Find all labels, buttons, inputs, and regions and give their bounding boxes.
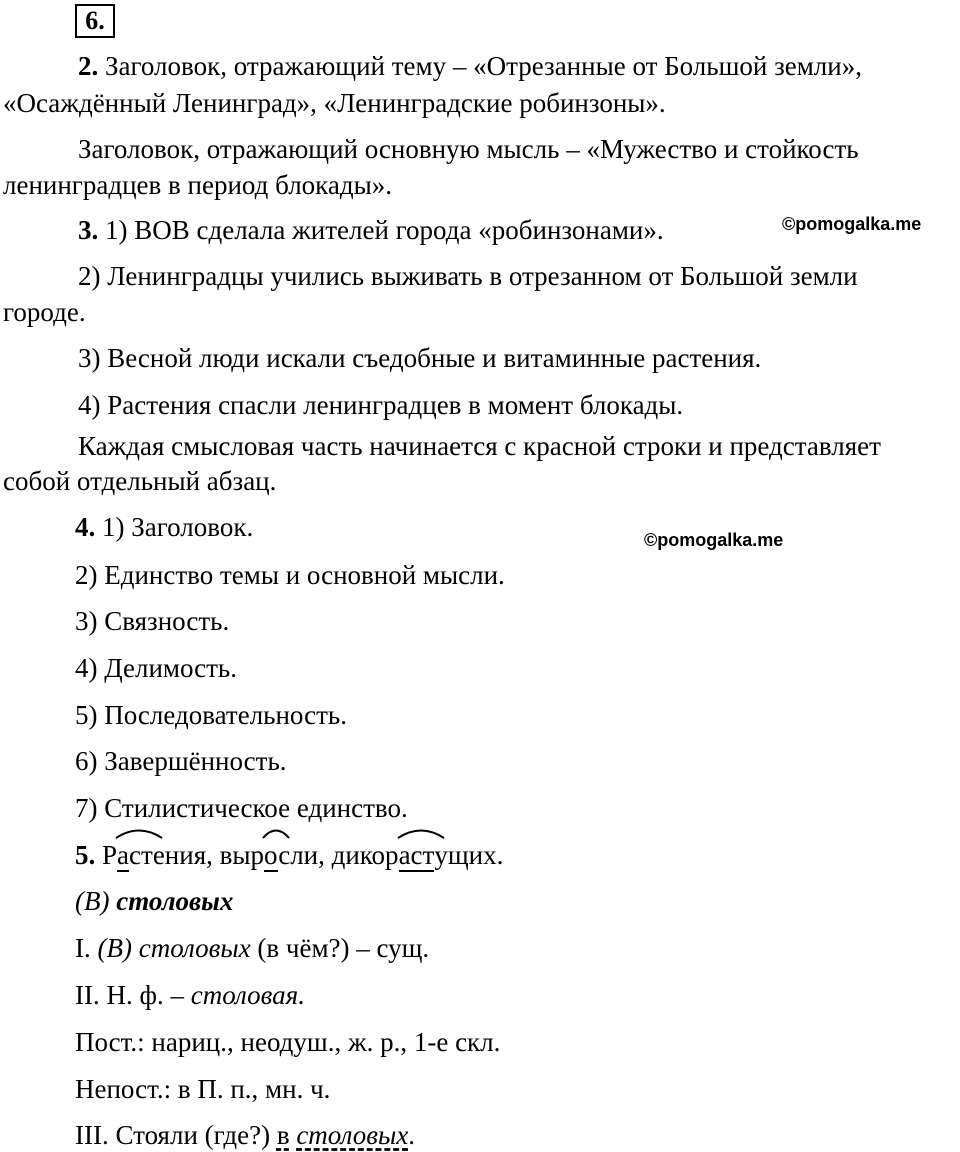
parse-nonconst: Непост.: в П. п., мн. ч. [75, 1074, 331, 1104]
parse-II-prefix: II. Н. ф. – [75, 980, 191, 1010]
task4-item: 3) Связность. [75, 606, 230, 636]
task5-words-line [75, 839, 503, 871]
word-space [95, 840, 102, 870]
word-part: ст [410, 840, 435, 870]
root-arc-icon [114, 825, 164, 839]
root-mark [117, 839, 153, 871]
parse-III [75, 1119, 415, 1151]
task2-para2-line1: Заголовок, отражающий основную мысль – «Мужество и стойкость [78, 134, 859, 164]
word-dikorastushchih [332, 840, 504, 870]
task2-para2-line2: ленинградцев в период блокады». [3, 170, 392, 200]
parse-I-prefix: I. [75, 933, 98, 963]
root-mark [264, 839, 290, 871]
task4-item: 6) Завершённость. [75, 746, 287, 776]
parse-III-preposition: в [276, 1120, 290, 1150]
task4-item1 [75, 511, 253, 543]
root-mark [399, 839, 435, 871]
parse-III-prefix: III. Стояли (где?) [75, 1120, 277, 1150]
parse-III-word: столовых [296, 1120, 409, 1150]
task2-line2: «Осаждённый Ленинград», «Ленинградские робинзоны». [3, 88, 666, 118]
alternating-vowel: а [398, 840, 411, 870]
task2-line1-text: Заголовок, отражающий тему – «Отрезанные от Большой земли», [98, 51, 862, 81]
word-part: ущих. [434, 840, 504, 870]
alternating-vowel: о [264, 840, 279, 870]
root-arc-icon [261, 825, 291, 839]
word-rastenia [102, 840, 220, 870]
task3-item4: 4) Растения спасли ленинградцев в момент блокады. [78, 390, 684, 420]
task3-note-line2: собой отдельный абзац. [3, 466, 277, 496]
parse-I-rest: (в чём?) – сущ. [250, 933, 430, 963]
word-part: выр [219, 840, 265, 870]
word-part: Р [102, 840, 118, 870]
parse-heading-prefix: (В) [75, 886, 117, 916]
task4-item1-text: 1) Заголовок. [95, 512, 254, 542]
alternating-vowel: а [117, 840, 130, 870]
parse-heading-word: столовых [116, 886, 234, 916]
word-part: ст [129, 840, 153, 870]
task3-item1 [78, 214, 664, 246]
root-arc-icon [396, 825, 446, 839]
word-part: дикор [331, 840, 399, 870]
task4-number: 4. [75, 512, 96, 542]
parse-I [75, 932, 429, 964]
task4-item: 4) Делимость. [75, 653, 237, 683]
word-part: ли, [290, 840, 332, 870]
watermark: ©pomogalka.me [644, 530, 784, 550]
task4-item: 5) Последовательность. [75, 700, 347, 730]
word-part: с [278, 840, 291, 870]
word-part: ения, [152, 840, 220, 870]
parse-II [75, 979, 305, 1011]
task3-number: 3. [78, 215, 99, 245]
task5-number: 5. [75, 840, 96, 870]
parse-III-end: . [408, 1120, 415, 1150]
task3-item2-line2: городе. [3, 297, 86, 327]
parse-II-italic: столовая. [190, 980, 305, 1010]
task3-item3: 3) Весной люди искали съедобные и витаминные растения. [78, 343, 762, 373]
task3-item1-text: 1) ВОВ сделала жителей города «робинзонами». [98, 215, 664, 245]
parse-heading [75, 885, 233, 917]
task2-number: 2. [78, 51, 99, 81]
task3-item2-line1: 2) Ленинградцы учились выживать в отрезанном от Большой земли [78, 261, 858, 291]
exercise-number: 6. [75, 4, 115, 38]
task4-item: 2) Единство темы и основной мысли. [75, 560, 505, 590]
word-vyrosli [220, 840, 332, 870]
task3-note-line1: Каждая смысловая часть начинается с красной строки и представляет [78, 431, 881, 461]
task2-line1 [78, 50, 862, 82]
task4-item: 7) Стилистическое единство. [75, 793, 408, 823]
parse-const: Пост.: нариц., неодуш., ж. р., 1-е скл. [75, 1027, 501, 1057]
parse-I-italic: (В) столовых [97, 933, 251, 963]
watermark: ©pomogalka.me [782, 214, 922, 234]
